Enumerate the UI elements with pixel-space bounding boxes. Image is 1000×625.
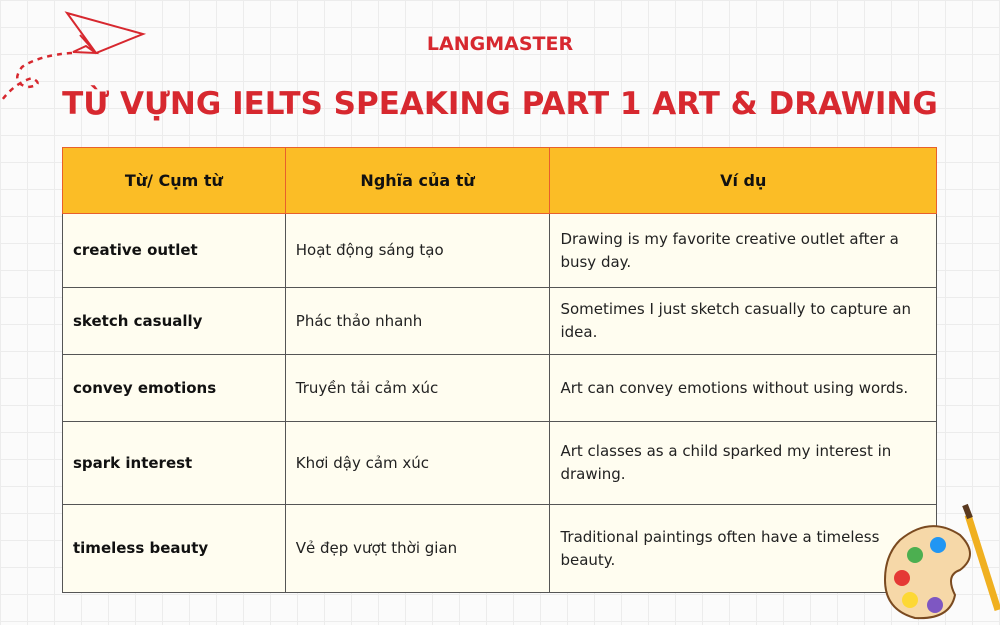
term-cell: creative outlet	[63, 214, 286, 288]
table-row	[63, 422, 937, 505]
table-row	[63, 505, 937, 593]
meaning-cell: Phác thảo nhanh	[285, 288, 550, 355]
page-title: TỪ VỰNG IELTS SPEAKING PART 1 ART & DRAWING	[62, 86, 938, 122]
example-cell: Sometimes I just sketch casually to capture an idea.	[550, 288, 937, 355]
meaning-cell: Truyền tải cảm xúc	[285, 355, 550, 422]
example-cell: Drawing is my favorite creative outlet after a busy day.	[550, 214, 937, 288]
meaning-cell: Vẻ đẹp vượt thời gian	[285, 505, 550, 593]
example-cell: Art classes as a child sparked my interest in drawing.	[550, 422, 937, 505]
term-cell: spark interest	[63, 422, 286, 505]
meaning-cell: Khơi dậy cảm xúc	[285, 422, 550, 505]
header-term: Từ/ Cụm từ	[63, 148, 286, 214]
table-header-row	[63, 148, 937, 214]
paint-palette-icon	[880, 500, 1000, 625]
table-row	[63, 355, 937, 422]
table-row	[63, 288, 937, 355]
term-cell: convey emotions	[63, 355, 286, 422]
header-meaning: Nghĩa của từ	[285, 148, 550, 214]
term-cell: sketch casually	[63, 288, 286, 355]
brand-logo: LANGMASTER	[426, 33, 574, 55]
term-cell: timeless beauty	[63, 505, 286, 593]
header-example: Ví dụ	[550, 148, 937, 214]
example-cell: Art can convey emotions without using words.	[550, 355, 937, 422]
example-cell: Traditional paintings often have a timeless beauty.	[550, 505, 937, 593]
table-row	[63, 214, 937, 288]
meaning-cell: Hoạt động sáng tạo	[285, 214, 550, 288]
vocabulary-table	[62, 147, 937, 593]
